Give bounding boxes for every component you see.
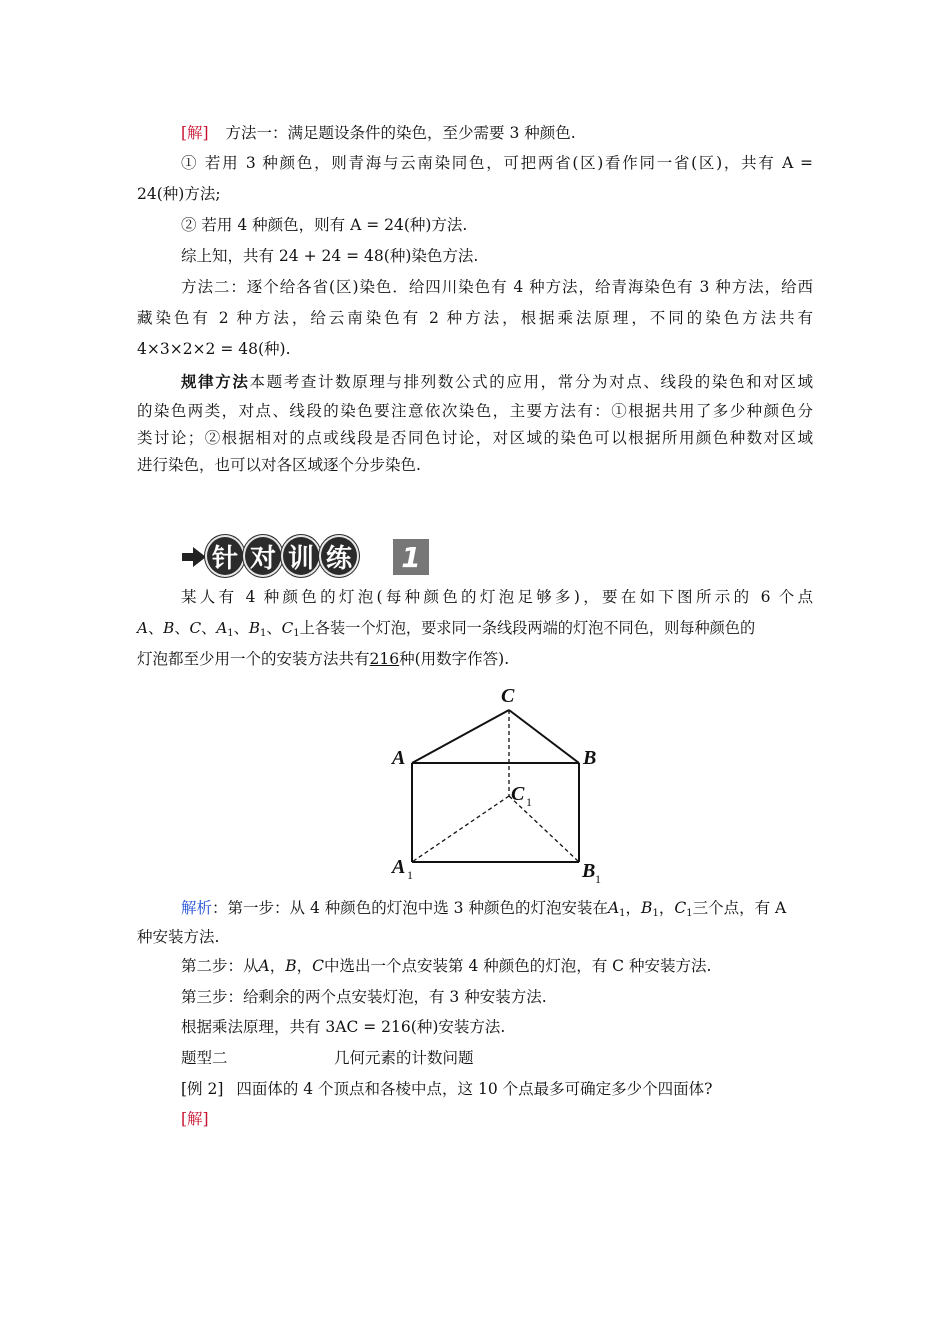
solution-line-6: 方法二：逐个给各省(区)染色．给四川染色有 4 种方法，给青海染色有 3 种方法，给西	[181, 278, 813, 296]
sub-b1: 1	[260, 628, 267, 639]
exercise-line-3-pre: 灯泡都至少用一个的安装方法共有	[137, 650, 370, 668]
edge-ac	[412, 710, 509, 763]
arrow-right-icon	[181, 545, 207, 569]
method-line-1	[181, 372, 813, 392]
analysis-sub-a1: 1	[619, 908, 626, 919]
label-c1-sub: 1	[526, 795, 532, 809]
analysis-line-1: 解析：第一步：从 4 种颜色的灯泡中选 3 种颜色的灯泡安装在$A_1$，$B_1$，$C_1$三个点，有 A	[181, 899, 787, 919]
point-b1: B	[248, 619, 261, 637]
analysis-text-1b: 三个点，有 A	[692, 899, 787, 917]
solution-line-3: 24(种)方法;	[137, 185, 221, 203]
label-a1-sub: 1	[407, 868, 413, 882]
solution-tag: [解]	[181, 124, 209, 142]
exercise-line-1: 某人有 4 种颜色的灯泡(每种颜色的灯泡足够多)，要在如下图所示的 6 个点	[181, 588, 813, 606]
analysis-text-1: ：第一步：从 4 种颜色的灯泡中选 3 种颜色的灯泡安装在	[212, 899, 608, 917]
point-a: A	[137, 619, 148, 637]
analysis-text-3a: 第二步：从	[181, 957, 259, 975]
method-label: 规律方法	[181, 373, 250, 391]
exercise-line-3	[137, 649, 509, 669]
analysis-sub-c1: 1	[686, 908, 693, 919]
sub-c1: 1	[293, 628, 300, 639]
label-b1-sub: 1	[595, 872, 601, 886]
solution-line-8: 4×3×2×2 = 48(种).	[137, 340, 291, 358]
point-b: B	[163, 619, 175, 637]
type2-heading	[181, 1048, 474, 1068]
exercise-line-2-rest: 上各装一个灯泡，要求同一条线段两端的灯泡不同色，则每种颜色的	[299, 619, 756, 637]
analysis-text-3b: 中选出一个点安装第 4 种颜色的灯泡，有 C 种安装方法.	[324, 957, 712, 975]
example2-tag: [例 2]	[181, 1080, 224, 1098]
point-a1: A	[216, 619, 228, 637]
analysis-a: A	[258, 957, 270, 975]
method-line-2: 的染色两类，对点、线段的染色要注意依次染色，主要方法有：①根据共用了多少种颜色分	[137, 402, 813, 420]
analysis-b: B	[285, 957, 297, 975]
analysis-c1: C	[674, 899, 687, 917]
analysis-line-2: 种安装方法.	[137, 928, 220, 946]
method-line-4: 进行染色，也可以对各区域逐个分步染色.	[137, 456, 421, 474]
solution-line-2: ① 若用 3 种颜色，则青海与云南染同色，可把两省(区)看作同一省(区)，共有 A =	[181, 154, 813, 172]
method-line-3: 类讨论；②根据相对的点或线段是否同色讨论，对区域的染色可以根据所用颜色种数对区域	[137, 429, 813, 447]
type2-label: 题型二	[181, 1049, 228, 1067]
banner-char-4: 练	[319, 535, 359, 577]
exercise-line-2: A、B、C、$A_1$、$B_1$、$C_1$上各装一个灯泡，要求同一条线段两端的灯泡不同色，则每种颜色的	[137, 619, 756, 639]
example2-line	[181, 1079, 712, 1099]
edge-c1b1	[509, 796, 579, 862]
analysis-tag: 解析	[181, 899, 213, 917]
solution-line-1	[181, 123, 576, 143]
method-text-1: 本题考查计数原理与排列数公式的应用，常分为对点、线段的染色和对区域	[249, 373, 813, 391]
edge-cb	[509, 710, 579, 763]
example2-text: 四面体的 4 个顶点和各棱中点，这 10 个点最多可确定多少个四面体?	[236, 1080, 713, 1098]
label-c1: C	[511, 783, 525, 805]
analysis-line-5: 根据乘法原理，共有 3AC = 216(种)安装方法.	[181, 1018, 506, 1036]
banner-chars	[205, 535, 357, 577]
banner-char-1: 针	[205, 535, 245, 577]
prism-figure	[380, 680, 620, 890]
point-c: C	[189, 619, 202, 637]
label-b: B	[583, 747, 597, 769]
banner-char-3: 训	[281, 535, 321, 577]
point-c1: C	[281, 619, 294, 637]
analysis-line-3: 第二步：从A，B，C中选出一个点安装第 4 种颜色的灯泡，有 C 种安装方法.	[181, 957, 712, 975]
solution-line-4: ② 若用 4 种颜色，则有 A = 24(种)方法.	[181, 216, 468, 234]
analysis-a1: A	[607, 899, 620, 917]
solution-line-5: 综上知，共有 24 + 24 = 48(种)染色方法.	[181, 247, 479, 265]
sub-a1: 1	[227, 628, 234, 639]
analysis-line-4: 第三步：给剩余的两个点安装灯泡，有 3 种安装方法.	[181, 988, 547, 1006]
analysis-c: C	[312, 957, 325, 975]
banner-number: 1	[393, 539, 429, 575]
label-a1: A	[392, 856, 406, 878]
solution2-tag: [解]	[181, 1110, 209, 1128]
label-a: A	[392, 747, 406, 769]
solution-text-1: 方法一：满足题设条件的染色，至少需要 3 种颜色.	[225, 124, 576, 142]
edge-c1a1	[412, 796, 509, 862]
banner-char-2: 对	[243, 535, 283, 577]
analysis-sub-b1: 1	[652, 908, 659, 919]
label-c: C	[501, 685, 515, 707]
analysis-b1: B	[641, 899, 653, 917]
answer-value: 216	[369, 650, 400, 668]
solution-line-7: 藏染色有 2 种方法，给云南染色有 2 种方法，根据乘法原理，不同的染色方法共有	[137, 309, 813, 327]
exercise-line-3-post: 种(用数字作答).	[399, 650, 510, 668]
practice-banner	[175, 535, 435, 579]
type2-title: 几何元素的计数问题	[334, 1049, 474, 1067]
label-b1: B	[582, 860, 596, 882]
